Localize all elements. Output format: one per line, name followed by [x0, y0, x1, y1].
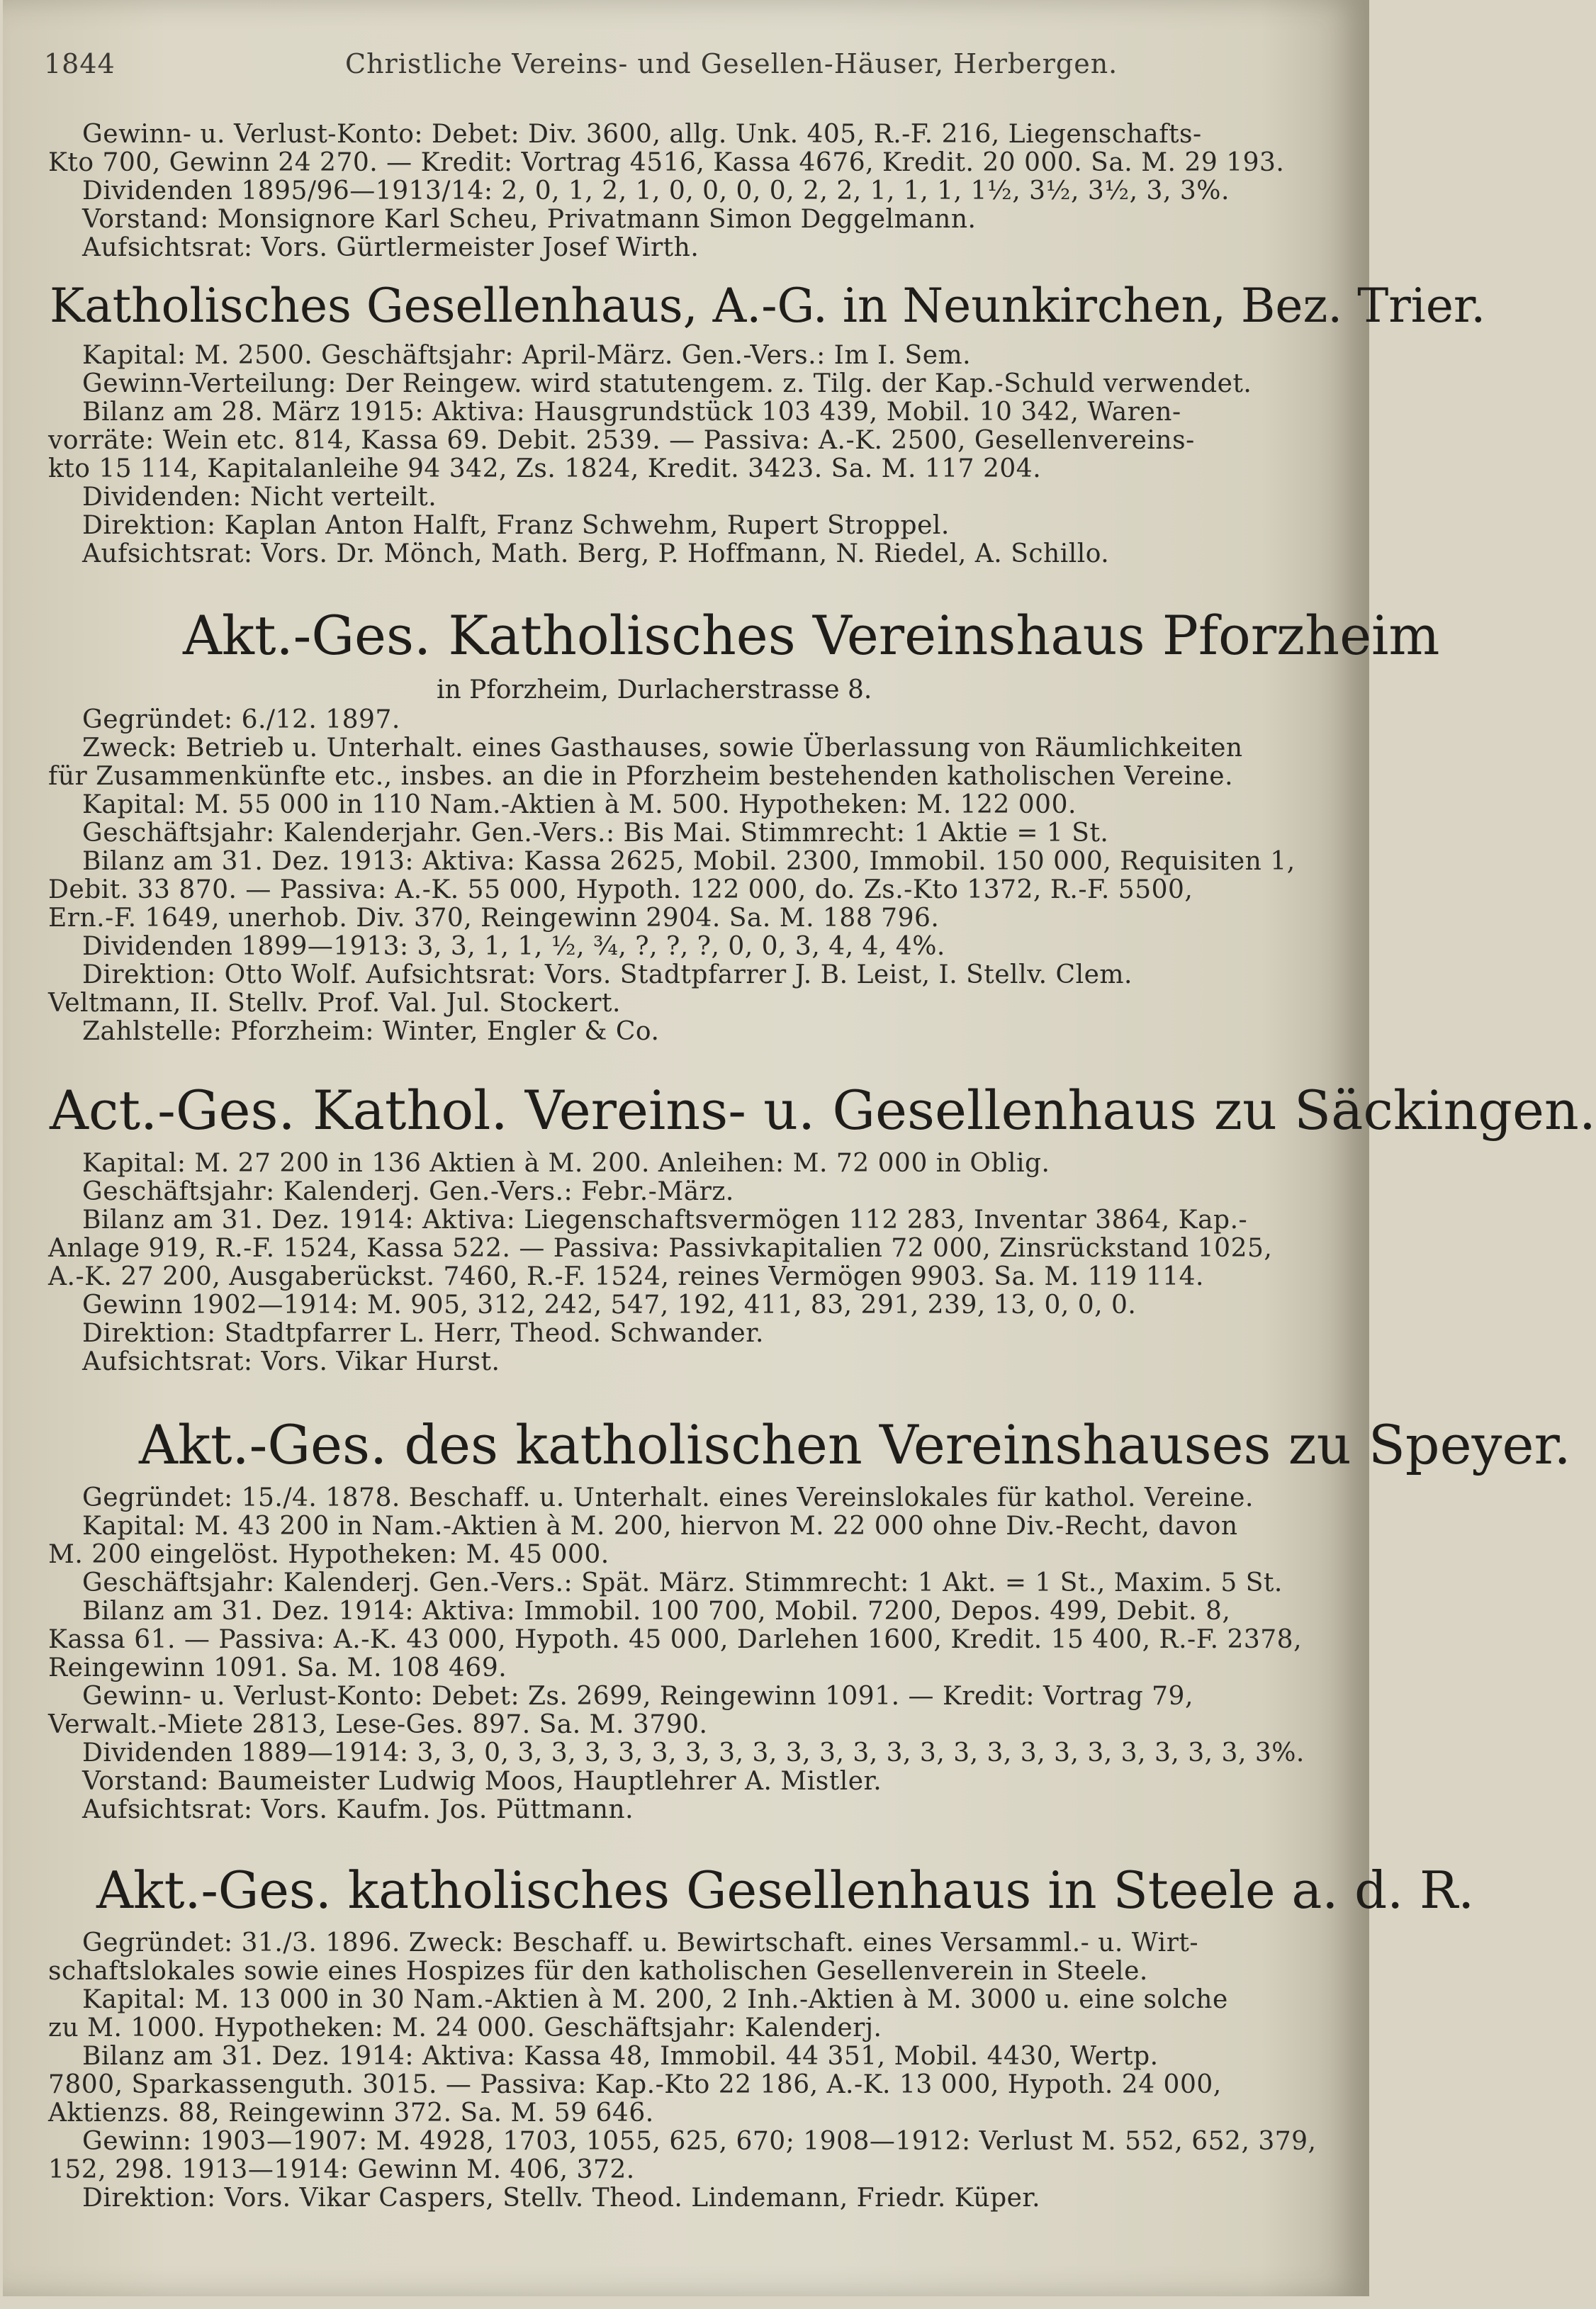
text-line: Bilanz am 31. Dez. 1914: Aktiva: Liegenschaftsvermögen 112 283, Inventar 3864, Kap.- — [82, 1206, 1248, 1235]
text-line: Bilanz am 31. Dez. 1914: Aktiva: Immobil. 100 700, Mobil. 7200, Depos. 499, Debit. 8, — [82, 1597, 1231, 1626]
text-line: Geschäftsjahr: Kalenderjahr. Gen.-Vers.: Bis Mai. Stimmrecht: 1 Aktie = 1 St. — [82, 819, 1109, 848]
entry-title: Akt.-Ges. des katholischen Vereinshauses zu Speyer. — [139, 1413, 1571, 1476]
entry-title: Akt.-Ges. Katholisches Vereinshaus Pforzheim — [183, 604, 1440, 667]
text-line: Vorstand: Monsignore Karl Scheu, Privatmann Simon Deggelmann. — [82, 205, 977, 234]
text-line: Dividenden: Nicht verteilt. — [82, 483, 437, 512]
entry-title: Akt.-Ges. katholisches Gesellenhaus in Steele a. d. R. — [96, 1860, 1475, 1920]
page-content — [48, 120, 1596, 2213]
page-number: 1844 — [44, 48, 116, 79]
text-line: A.-K. 27 200, Ausgaberückst. 7460, R.-F. 1524, reines Vermögen 9903. Sa. M. 119 114. — [48, 1262, 1204, 1291]
text-line: schaftslokales sowie eines Hospizes für den katholischen Gesellenverein in Steele. — [48, 1957, 1148, 1986]
entry-title: Act.-Ges. Kathol. Vereins- u. Gesellenhaus zu Säckingen. — [50, 1079, 1596, 1142]
text-line: Aufsichtsrat: Vors. Dr. Mönch, Math. Berg, P. Hoffmann, N. Riedel, A. Schillo. — [82, 539, 1110, 568]
text-line: Reingewinn 1091. Sa. M. 108 469. — [48, 1653, 507, 1682]
text-line: Verwalt.-Miete 2813, Lese-Ges. 897. Sa. M. 3790. — [48, 1710, 708, 1739]
text-line: Direktion: Kaplan Anton Halft, Franz Schwehm, Rupert Stroppel. — [82, 511, 950, 540]
text-line: Aufsichtsrat: Vors. Kaufm. Jos. Püttmann. — [82, 1795, 634, 1824]
text-line: Direktion: Stadtpfarrer L. Herr, Theod. Schwander. — [82, 1319, 764, 1348]
text-line: Aufsichtsrat: Vors. Vikar Hurst. — [82, 1347, 500, 1376]
text-line: Zahlstelle: Pforzheim: Winter, Engler & Co. — [82, 1017, 660, 1046]
text-line: Kapital: M. 2500. Geschäftsjahr: April-März. Gen.-Vers.: Im I. Sem. — [82, 341, 972, 370]
text-line: Gewinn 1902—1914: M. 905, 312, 242, 547, 192, 411, 83, 291, 239, 13, 0, 0, 0. — [82, 1291, 1137, 1320]
text-line: Kapital: M. 27 200 in 136 Aktien à M. 200. Anleihen: M. 72 000 in Oblig. — [82, 1149, 1050, 1178]
text-line: Direktion: Vors. Vikar Caspers, Stellv. Theod. Lindemann, Friedr. Küper. — [82, 2184, 1041, 2213]
text-line: Ern.-F. 1649, unerhob. Div. 370, Reingewinn 2904. Sa. M. 188 796. — [48, 904, 940, 933]
text-line: Dividenden 1899—1913: 3, 3, 1, 1, ½, ¾, ?, ?, ?, 0, 0, 3, 4, 4, 4%. — [82, 932, 945, 961]
entry-title: Katholisches Gesellenhaus, A.-G. in Neunkirchen, Bez. Trier. — [50, 279, 1486, 333]
text-line: Geschäftsjahr: Kalenderj. Gen.-Vers.: Febr.-März. — [82, 1177, 734, 1206]
text-line: M. 200 eingelöst. Hypotheken: M. 45 000. — [48, 1540, 609, 1569]
text-line: Kto 700, Gewinn 24 270. — Kredit: Vortrag 4516, Kassa 4676, Kredit. 20 000. Sa. M. 29 193. — [48, 148, 1285, 177]
text-line: zu M. 1000. Hypotheken: M. 24 000. Geschäftsjahr: Kalenderj. — [48, 2013, 882, 2043]
text-line: Aufsichtsrat: Vors. Gürtlermeister Josef Wirth. — [82, 233, 699, 262]
entry-steele — [48, 1858, 1475, 2213]
text-line: Gewinn-Verteilung: Der Reingew. wird statutengem. z. Tilg. der Kap.-Schuld verwendet. — [82, 369, 1252, 398]
text-line: für Zusammenkünfte etc., insbes. an die in Pforzheim bestehenden katholischen Vereine. — [48, 762, 1234, 791]
entry-neunkirchen — [48, 278, 1486, 568]
text-line: Geschäftsjahr: Kalenderj. Gen.-Vers.: Spät. März. Stimmrecht: 1 Akt. = 1 St., Maxim. 5 St. — [82, 1568, 1283, 1597]
text-line: vorräte: Wein etc. 814, Kassa 69. Debit. 2539. — Passiva: A.-K. 2500, Gesellenvereins- — [48, 426, 1195, 455]
entry-subtitle: in Pforzheim, Durlacherstrasse 8. — [437, 675, 872, 704]
text-line: Gegründet: 6./12. 1897. — [82, 705, 400, 734]
text-line: Kassa 61. — Passiva: A.-K. 43 000, Hypoth. 45 000, Darlehen 1600, Kredit. 15 400, R.-F. 2378, — [48, 1625, 1303, 1654]
page-header — [44, 48, 1320, 91]
text-line: Gegründet: 31./3. 1896. Zweck: Beschaff. u. Bewirtschaft. eines Versamml.- u. Wirt- — [82, 1928, 1199, 1957]
text-line: Kapital: M. 13 000 in 30 Nam.-Aktien à M. 200, 2 Inh.-Aktien à M. 3000 u. eine solche — [82, 1985, 1228, 2014]
text-line: Gewinn- u. Verlust-Konto: Debet: Div. 3600, allg. Unk. 405, R.-F. 216, Liegenschafts- — [82, 120, 1202, 149]
text-line: Gewinn: 1903—1907: M. 4928, 1703, 1055, 625, 670; 1908—1912: Verlust M. 552, 652, 379, — [82, 2127, 1317, 2156]
entry-speyer — [48, 1413, 1571, 1824]
text-line: 7800, Sparkassenguth. 3015. — Passiva: Kap.-Kto 22 186, A.-K. 13 000, Hypoth. 24 000, — [48, 2070, 1222, 2099]
text-line: Vorstand: Baumeister Ludwig Moos, Hauptlehrer A. Mistler. — [82, 1767, 882, 1796]
entry-pforzheim — [48, 604, 1440, 1046]
text-line: Veltmann, II. Stellv. Prof. Val. Jul. Stockert. — [48, 989, 621, 1018]
text-line: Dividenden 1895/96—1913/14: 2, 0, 1, 2, 1, 0, 0, 0, 0, 2, 2, 1, 1, 1, 1½, 3½, 3½, 3, 3%. — [82, 176, 1230, 206]
top-entry — [48, 120, 1386, 262]
document-page — [3, 0, 1596, 2296]
text-line: Direktion: Otto Wolf. Aufsichtsrat: Vors. Stadtpfarrer J. B. Leist, I. Stellv. Clem. — [82, 960, 1133, 989]
running-title: Christliche Vereins- und Gesellen-Häuser, Herbergen. — [345, 48, 1118, 79]
text-line: Aktienzs. 88, Reingewinn 372. Sa. M. 59 646. — [48, 2099, 654, 2128]
text-line: kto 15 114, Kapitalanleihe 94 342, Zs. 1824, Kredit. 3423. Sa. M. 117 204. — [48, 454, 1042, 483]
entry-saeckingen — [48, 1079, 1596, 1376]
text-line: Debit. 33 870. — Passiva: A.-K. 55 000, Hypoth. 122 000, do. Zs.-Kto 1372, R.-F. 5500, — [48, 875, 1193, 904]
text-line: Bilanz am 31. Dez. 1913: Aktiva: Kassa 2625, Mobil. 2300, Immobil. 150 000, Requisiten 1, — [82, 847, 1296, 876]
text-line: Anlage 919, R.-F. 1524, Kassa 522. — Passiva: Passivkapitalien 72 000, Zinsrückstand 1025, — [48, 1234, 1273, 1263]
text-line: Kapital: M. 43 200 in Nam.-Aktien à M. 200, hiervon M. 22 000 ohne Div.-Recht, davon — [82, 1512, 1238, 1541]
text-line: 152, 298. 1913—1914: Gewinn M. 406, 372. — [48, 2155, 635, 2184]
text-line: Zweck: Betrieb u. Unterhalt. eines Gasthauses, sowie Überlassung von Räumlichkeiten — [82, 734, 1243, 763]
text-line: Gewinn- u. Verlust-Konto: Debet: Zs. 2699, Reingewinn 1091. — Kredit: Vortrag 79, — [82, 1682, 1193, 1711]
text-line: Bilanz am 28. März 1915: Aktiva: Hausgrundstück 103 439, Mobil. 10 342, Waren- — [82, 398, 1181, 427]
text-line: Gegründet: 15./4. 1878. Beschaff. u. Unterhalt. eines Vereinslokales für kathol. Vereine. — [82, 1483, 1254, 1512]
text-line: Bilanz am 31. Dez. 1914: Aktiva: Kassa 48, Immobil. 44 351, Mobil. 4430, Wertp. — [82, 2042, 1159, 2071]
text-line: Kapital: M. 55 000 in 110 Nam.-Aktien à M. 500. Hypotheken: M. 122 000. — [82, 790, 1077, 819]
text-line: Dividenden 1889—1914: 3, 3, 0, 3, 3, 3, 3, 3, 3, 3, 3, 3, 3, 3, 3, 3, 3, 3, 3, 3, 3, 3, 3, 3, 3, 3%. — [82, 1738, 1305, 1768]
